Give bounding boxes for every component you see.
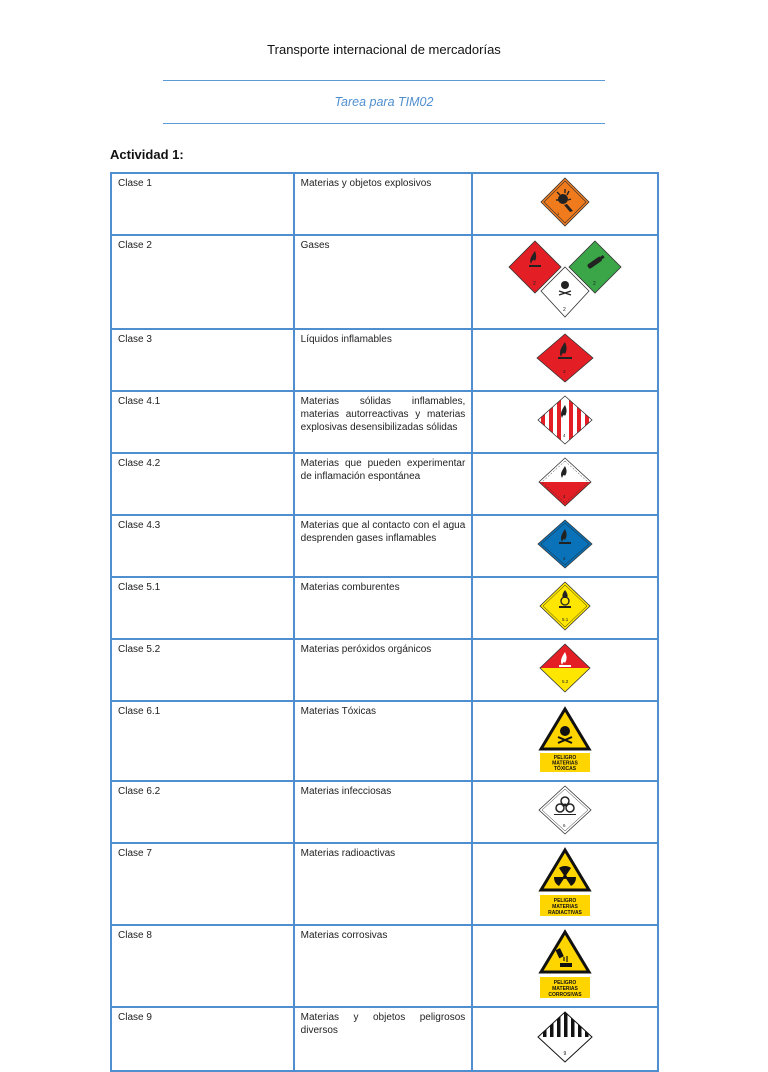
spontaneous-combustion-icon <box>535 457 595 507</box>
table-row <box>111 701 658 781</box>
sign-text-line: PELIGRO <box>553 898 577 904</box>
table-row <box>111 453 658 515</box>
svg-text:4: 4 <box>563 494 566 499</box>
class-code: Clase 6.1 <box>111 701 294 781</box>
svg-text:4: 4 <box>563 556 566 561</box>
class-description: Materias peróxidos orgánicos <box>294 639 473 701</box>
table-row <box>111 781 658 843</box>
svg-text:3: 3 <box>563 369 566 374</box>
class-description: Líquidos inflamables <box>294 329 473 391</box>
class-description: Gases <box>294 235 473 329</box>
class-code: Clase 1 <box>111 173 294 235</box>
class-code: Clase 4.2 <box>111 453 294 515</box>
dangerous-when-wet-icon <box>535 519 595 569</box>
svg-text:2: 2 <box>563 307 566 313</box>
class-code: Clase 8 <box>111 925 294 1007</box>
header-rule-top <box>163 80 605 81</box>
class-code: Clase 7 <box>111 843 294 925</box>
svg-text:5.1: 5.1 <box>562 617 569 622</box>
sign-text-line: CORROSIVAS <box>548 992 582 998</box>
svg-text:4: 4 <box>563 433 566 438</box>
svg-text:2: 2 <box>593 281 596 287</box>
class-code: Clase 3 <box>111 329 294 391</box>
flammable-liquid-icon <box>535 333 595 383</box>
miscellaneous-icon <box>535 1011 595 1063</box>
class-code: Clase 4.3 <box>111 515 294 577</box>
class-description: Materias infecciosas <box>294 781 473 843</box>
class-description: Materias y objetos explosivos <box>294 173 473 235</box>
explosive-icon <box>540 177 590 227</box>
class-code: Clase 9 <box>111 1007 294 1071</box>
class-description: Materias que al contacto con el agua desprenden gases inflamables <box>294 515 473 577</box>
table-row <box>111 329 658 391</box>
svg-text:5.2: 5.2 <box>562 679 569 684</box>
sign-text-line: PELIGRO <box>553 980 577 986</box>
class-description: Materias corrosivas <box>294 925 473 1007</box>
sign-text-line: MATERIAS <box>552 904 579 910</box>
class-description: Materias que pueden experimentar de inflamación espontánea <box>294 453 473 515</box>
corrosive-warning-icon <box>538 929 592 999</box>
class-description: Materias Tóxicas <box>294 701 473 781</box>
gas-icons <box>507 239 623 321</box>
class-description: Materias y objetos peligrosos diversos <box>294 1007 473 1071</box>
radioactive-warning-icon <box>538 847 592 917</box>
oxidizer-icon <box>535 581 595 631</box>
sign-text-line: PELIGRO <box>553 755 577 761</box>
sign-text-line: MATERIAS <box>552 760 579 767</box>
table-row <box>111 843 658 925</box>
table-row <box>111 1007 658 1071</box>
toxic-warning-icon <box>538 705 592 773</box>
class-description: Materias sólidas inflamables, materias autorreactivas y materias explosivas desensibilizadas sólidas <box>294 391 473 453</box>
table-row <box>111 577 658 639</box>
sign-text-line: RADIACTIVAS <box>548 910 583 916</box>
table-row <box>111 173 658 235</box>
svg-text:1: 1 <box>557 211 560 216</box>
svg-text:6: 6 <box>563 823 566 828</box>
header-rule-bottom <box>163 123 605 124</box>
class-description: Materias radioactivas <box>294 843 473 925</box>
class-code: Clase 2 <box>111 235 294 329</box>
organic-peroxide-icon <box>535 643 595 693</box>
sign-text-line: TÓXICAS <box>554 766 577 772</box>
section-heading: Actividad 1: <box>110 147 184 162</box>
document-title: Transporte internacional de mercadorías <box>267 42 501 57</box>
class-description: Materias comburentes <box>294 577 473 639</box>
table-row <box>111 639 658 701</box>
sign-text-line: MATERIAS <box>552 986 579 992</box>
table-row <box>111 391 658 453</box>
svg-text:9: 9 <box>563 1051 567 1057</box>
table-row <box>111 925 658 1007</box>
class-code: Clase 6.2 <box>111 781 294 843</box>
class-code: Clase 5.1 <box>111 577 294 639</box>
document-subtitle: Tarea para TIM02 <box>334 95 434 109</box>
table-row <box>111 235 658 329</box>
flammable-solid-icon <box>535 395 595 445</box>
table-row <box>111 515 658 577</box>
class-code: Clase 4.1 <box>111 391 294 453</box>
svg-text:2: 2 <box>533 281 536 287</box>
class-code: Clase 5.2 <box>111 639 294 701</box>
hazard-class-table <box>110 172 659 1072</box>
biohazard-icon <box>535 785 595 835</box>
